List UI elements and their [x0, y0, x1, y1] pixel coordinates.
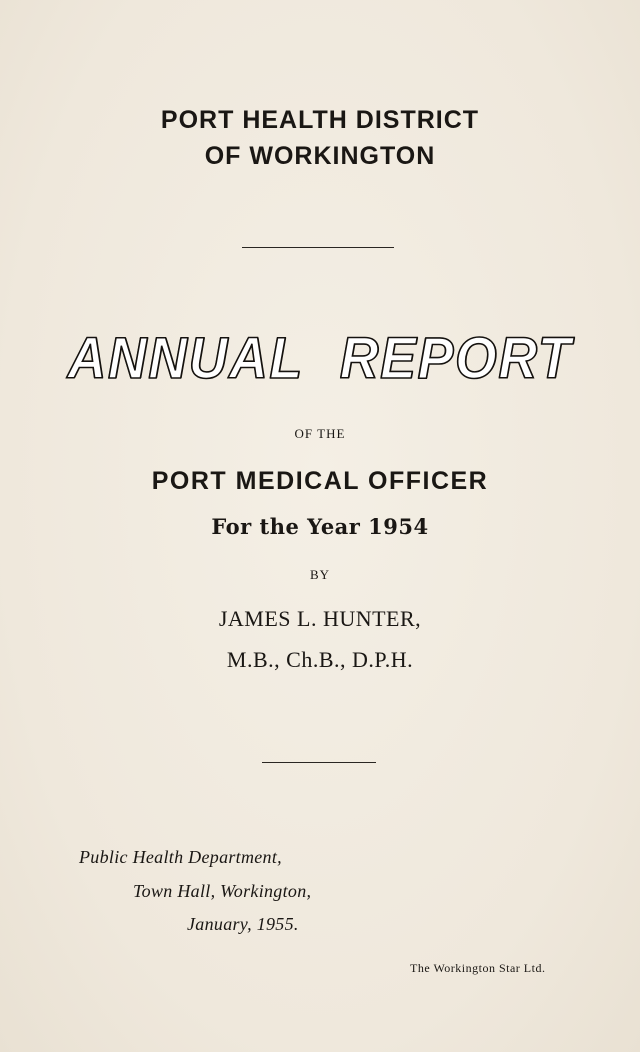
author-degrees: M.B., Ch.B., D.P.H.: [226, 647, 414, 672]
district-heading-line2: OF WORKINGTON: [204, 142, 436, 170]
report-title: ANNUAL REPORT: [67, 326, 573, 391]
bottom-divider-rule: [262, 762, 376, 763]
top-divider-rule: [242, 247, 394, 248]
officer-title: PORT MEDICAL OFFICER: [151, 467, 489, 495]
address-department: Public Health Department,: [79, 847, 282, 867]
by-text: BY: [309, 567, 331, 582]
address-location: Town Hall, Workington,: [133, 881, 312, 901]
of-the-text: OF THE: [294, 426, 346, 441]
printer-imprint: The Workington Star Ltd.: [410, 961, 546, 975]
author-name: JAMES L. HUNTER,: [218, 606, 422, 631]
address-date: January, 1955.: [187, 914, 299, 934]
report-year: For the Year 1954: [211, 514, 429, 539]
district-heading-line1: PORT HEALTH DISTRICT: [160, 106, 480, 134]
